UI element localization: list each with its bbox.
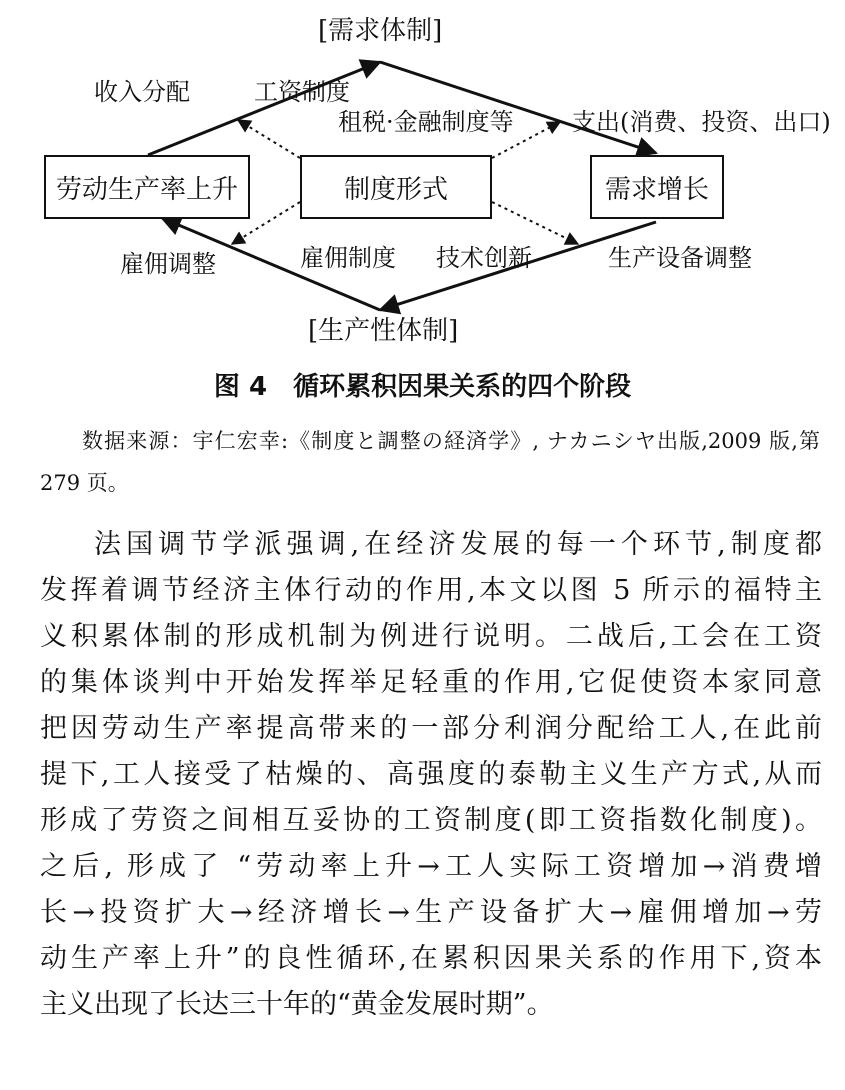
dotted-arrow-to-equipment	[492, 202, 578, 244]
body-line: 把因劳动生产率提高带来的一部分利润分配给工人,在此前	[40, 713, 822, 744]
body-line: 义积累体制的形成机制为例进行说明。二战后,工会在工资	[40, 621, 822, 652]
productivity-rise-box: 劳动生产率上升	[44, 155, 250, 219]
body-line: 长→投资扩大→经济增长→生产设备扩大→雇佣增加→劳	[40, 897, 822, 928]
wage-system-label: 工资制度	[254, 78, 350, 106]
cycle-diagram	[0, 0, 845, 345]
body-line: 提下,工人接受了枯燥的、高强度的泰勒主义生产方式,从而	[40, 759, 822, 790]
tech-innovation-label: 技术创新	[436, 244, 532, 272]
body-line: 发挥着调节经济主体行动的作用,本文以图 5 所示的福特主	[40, 575, 822, 606]
body-line: 法国调节学派强调,在经济发展的每一个环节,制度都	[94, 529, 822, 560]
figure-caption	[0, 366, 845, 403]
figure-title: 循环累积因果关系的四个阶段	[293, 372, 632, 402]
data-source-note: 数据来源：宇仁宏幸:《制度と調整の経済学》, ナカニシヤ出版,2009 版,第 279 页。	[40, 429, 820, 495]
body-line: 动生产率上升”的良性循环,在累积因果关系的作用下,资本	[40, 943, 822, 974]
body-line: 形成了劳资之间相互妥协的工资制度(即工资指数化制度)。	[40, 805, 822, 836]
dotted-arrow-to-wage	[238, 120, 300, 158]
employment-adjustment-label: 雇佣调整	[120, 250, 216, 278]
production-regime-label: [生产性体制]	[308, 316, 459, 346]
body-line: 之后, 形成了 “劳动率上升→工人实际工资增加→消费增	[40, 851, 822, 882]
demand-regime-label: [需求体制]	[318, 16, 443, 46]
demand-growth-box: 需求增长	[590, 155, 724, 219]
tax-finance-label: 租税·金融制度等	[338, 108, 514, 136]
equipment-adjustment-label: 生产设备调整	[608, 244, 752, 272]
employment-system-label: 雇佣制度	[300, 244, 396, 272]
expenditure-label: 支出(消费、投资、出口)	[572, 108, 831, 136]
figure-number: 图 4	[213, 372, 268, 402]
income-distribution-label: 收入分配	[94, 78, 190, 106]
institutional-forms-box: 制度形式	[300, 155, 492, 219]
body-line: 主义出现了长达三十年的“黄金发展时期”。	[40, 989, 554, 1020]
body-paragraph	[40, 522, 822, 1028]
body-line: 的集体谈判中开始发挥举足轻重的作用,它促使资本家同意	[40, 667, 822, 698]
